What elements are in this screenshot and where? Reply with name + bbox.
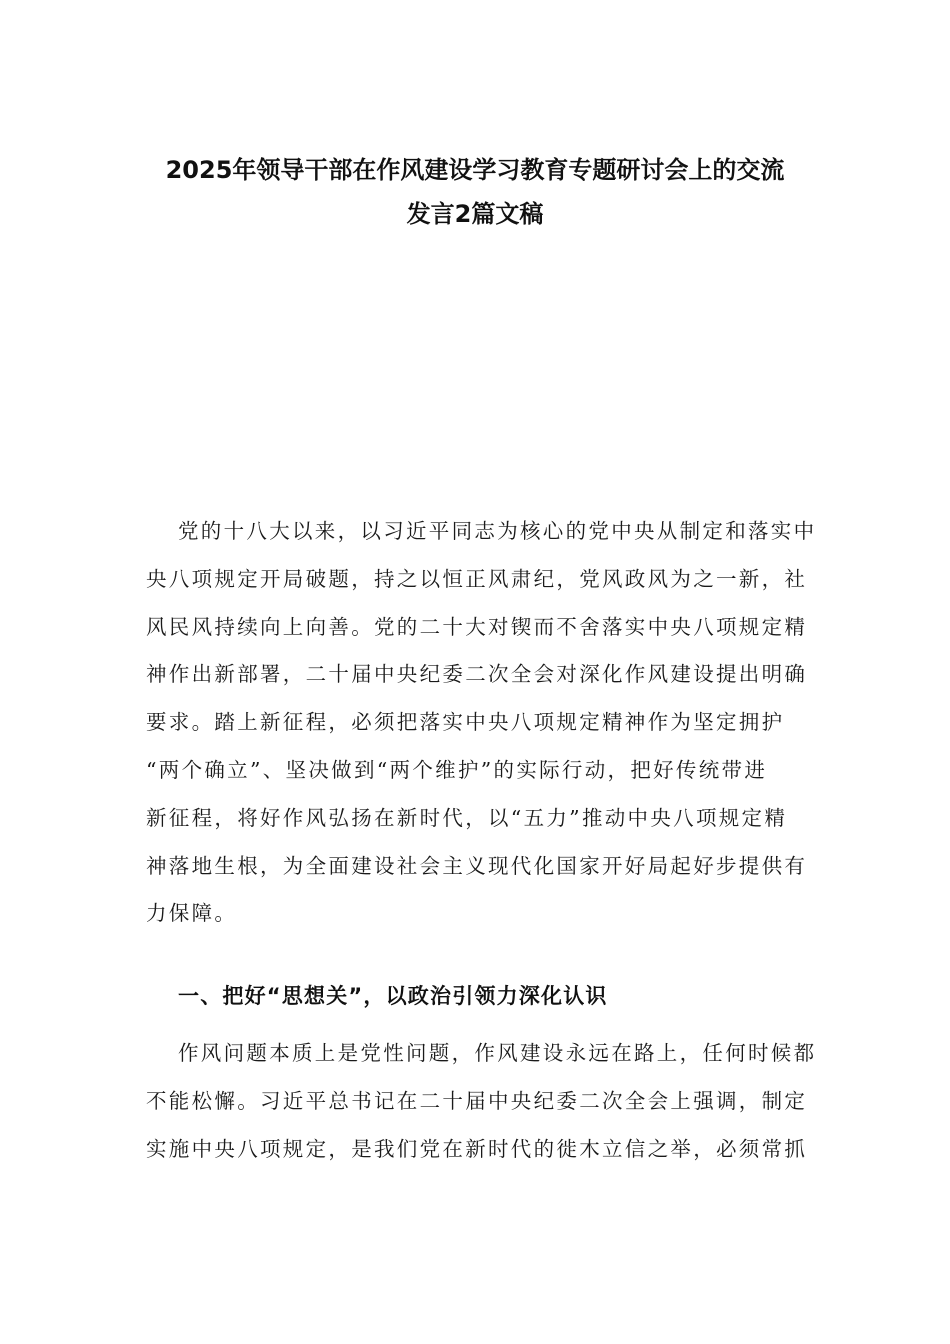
document-title: [140, 148, 810, 236]
paragraph-line: 要求。踏上新征程，必须把落实中央八项规定精神作为坚定拥护: [146, 710, 785, 735]
paragraph-line: 风民风持续向上向善。党的二十大对锲而不舍落实中央八项规定精: [146, 614, 808, 639]
paragraph-line: 不能松懈。习近平总书记在二十届中央纪委二次全会上强调，制定: [146, 1088, 808, 1113]
title-line-2: 发言2篇文稿: [406, 200, 544, 228]
paragraph-line: 力保障。: [146, 901, 238, 926]
paragraph-2: [146, 1030, 817, 1173]
paragraph-line: 新征程，将好作风弘扬在新时代，以“五力”推动中央八项规定精: [146, 805, 788, 830]
paragraph-line: 央八项规定开局破题，持之以恒正风肃纪，党风政风为之一新，社: [146, 566, 808, 591]
paragraph-line: “两个确立”、坚决做到“两个维护”的实际行动，把好传统带进: [146, 757, 768, 782]
paragraph-line: 党的十八大以来，以习近平同志为核心的党中央从制定和落实中: [178, 519, 817, 543]
section-heading-1: 一、把好“思想关”，以政治引领力深化认识: [178, 984, 608, 1008]
paragraph-line: 作风问题本质上是党性问题，作风建设永远在路上，任何时候都: [178, 1041, 817, 1065]
paragraph-line: 神作出新部署，二十届中央纪委二次全会对深化作风建设提出明确: [146, 662, 808, 687]
paragraph-line: 实施中央八项规定，是我们党在新时代的徙木立信之举，必须常抓: [146, 1136, 808, 1161]
paragraph-1: [146, 508, 817, 938]
paragraph-line: 神落地生根，为全面建设社会主义现代化国家开好局起好步提供有: [146, 853, 808, 878]
title-line-1: 2025年领导干部在作风建设学习教育专题研讨会上的交流: [165, 156, 785, 184]
